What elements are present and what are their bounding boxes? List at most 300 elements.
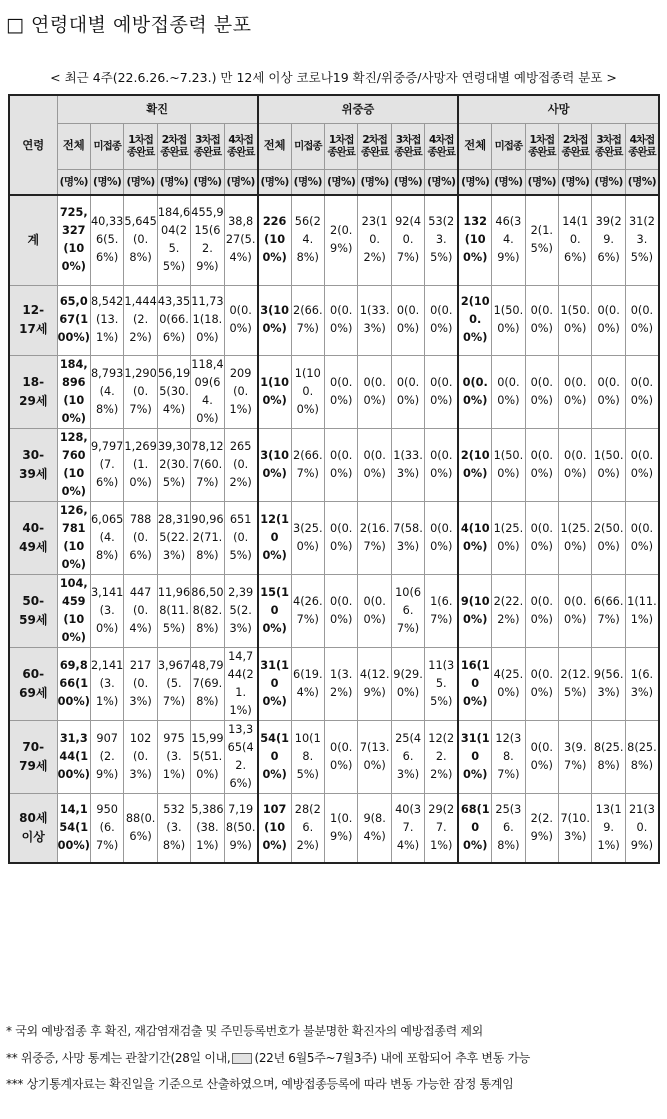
data-cell bbox=[425, 593, 457, 629]
percent-value: (58.3%) bbox=[396, 521, 423, 553]
count-value: 9 bbox=[393, 667, 401, 681]
data-cell bbox=[225, 584, 257, 638]
count-value: 13 bbox=[595, 802, 611, 816]
shaded-box-legend bbox=[232, 1053, 252, 1064]
count-value: 0 bbox=[530, 375, 538, 389]
data-cell bbox=[626, 739, 658, 775]
count-value: 29 bbox=[428, 802, 443, 816]
percent-value: (22.3%) bbox=[162, 530, 189, 562]
data-cell bbox=[292, 520, 324, 556]
count-value: 54 bbox=[260, 731, 276, 745]
count-value: 14,744 bbox=[227, 649, 254, 681]
total-cell bbox=[58, 293, 90, 347]
data-cell bbox=[592, 593, 624, 629]
percent-value: (0.9%) bbox=[330, 224, 353, 256]
column-header-2-5: 4차접종완료 bbox=[628, 134, 656, 158]
data-cell bbox=[91, 511, 123, 565]
data-cell bbox=[124, 584, 156, 638]
data-cell bbox=[526, 593, 558, 629]
percent-value: (0.0%) bbox=[630, 521, 654, 553]
percent-value: (0.0%) bbox=[497, 375, 520, 407]
data-cell bbox=[191, 438, 223, 492]
data-cell bbox=[559, 447, 591, 483]
count-value: 25 bbox=[495, 802, 510, 816]
data-cell bbox=[292, 730, 324, 784]
percent-value: (35.5%) bbox=[430, 658, 455, 708]
count-value: 1 bbox=[294, 366, 302, 380]
data-cell bbox=[492, 730, 524, 784]
data-cell bbox=[626, 213, 658, 267]
data-cell bbox=[358, 520, 390, 556]
data-cell bbox=[358, 739, 390, 775]
count-value: 1 bbox=[493, 304, 501, 317]
data-cell bbox=[526, 666, 558, 702]
data-cell bbox=[325, 810, 357, 846]
percent-value: (12.5%) bbox=[564, 667, 590, 699]
data-cell bbox=[225, 365, 257, 419]
data-cell bbox=[392, 302, 424, 338]
total-cell bbox=[259, 511, 291, 565]
data-cell bbox=[559, 810, 591, 846]
count-value: 455,915 bbox=[191, 206, 224, 238]
unit-label: (명%) bbox=[224, 169, 258, 195]
total-cell bbox=[259, 657, 291, 711]
count-value: 4 bbox=[493, 667, 501, 681]
data-cell bbox=[191, 657, 223, 711]
count-value: 2 bbox=[330, 224, 338, 238]
table-row bbox=[9, 720, 659, 793]
count-value: 0 bbox=[330, 375, 338, 389]
data-cell bbox=[91, 293, 123, 347]
percent-value: (0.4%) bbox=[129, 603, 152, 635]
data-cell bbox=[392, 447, 424, 483]
count-value: 209 bbox=[229, 366, 252, 380]
total-cell bbox=[58, 429, 90, 501]
data-cell bbox=[325, 593, 357, 629]
percent-value: (10.2%) bbox=[363, 215, 388, 265]
count-value: 2,141 bbox=[91, 658, 124, 672]
age-group-label: 60-69세 bbox=[19, 666, 48, 700]
data-cell bbox=[124, 730, 156, 784]
age-group-label: 18-29세 bbox=[19, 374, 48, 408]
count-value: 2 bbox=[359, 521, 368, 535]
data-cell bbox=[559, 520, 591, 556]
column-header-1-5: 4차접종완료 bbox=[427, 134, 455, 158]
count-value: 7 bbox=[560, 811, 568, 825]
percent-value: (0.0%) bbox=[396, 375, 420, 407]
total-cell bbox=[459, 657, 491, 711]
data-cell bbox=[492, 447, 524, 483]
count-value: 1 bbox=[330, 667, 338, 681]
count-value: 7,198 bbox=[225, 802, 254, 834]
table-caption: < 최근 4주(22.6.26.~7.23.) 만 12세 이상 코로나19 확진/위중증/사망자 연령대별 예방접종력 분포 > bbox=[50, 70, 617, 85]
count-value: 0 bbox=[363, 448, 371, 462]
data-cell bbox=[225, 213, 257, 267]
data-cell bbox=[425, 657, 457, 711]
note-2 bbox=[6, 1049, 530, 1066]
count-value: 788 bbox=[129, 512, 152, 526]
percent-value: (0.0%) bbox=[330, 448, 353, 480]
count-value: 532 bbox=[163, 802, 185, 816]
unit-label: (명%) bbox=[492, 169, 525, 195]
percent-value: (100%) bbox=[57, 749, 90, 781]
data-cell bbox=[292, 213, 324, 267]
percent-value: (0.0%) bbox=[564, 594, 587, 626]
count-value: 11 bbox=[428, 658, 443, 672]
percent-value: (0.0%) bbox=[330, 521, 353, 553]
percent-value: (100%) bbox=[262, 658, 289, 708]
data-cell bbox=[626, 520, 658, 556]
percent-value: (100%) bbox=[463, 731, 490, 781]
count-value: 2,395 bbox=[228, 585, 254, 617]
data-cell bbox=[559, 593, 591, 629]
count-value: 12 bbox=[495, 731, 510, 745]
data-cell bbox=[392, 213, 424, 267]
percent-value: (4.8%) bbox=[96, 530, 119, 562]
count-value: 40 bbox=[395, 802, 410, 816]
percent-value: (3.0%) bbox=[96, 603, 119, 635]
percent-value: (100.0%) bbox=[296, 366, 321, 416]
data-cell bbox=[191, 801, 223, 855]
count-value: 14,154 bbox=[59, 802, 88, 834]
count-value: 950 bbox=[96, 802, 118, 816]
data-cell bbox=[292, 365, 324, 419]
data-cell bbox=[225, 648, 257, 720]
count-value: 1 bbox=[560, 521, 568, 535]
data-cell bbox=[325, 520, 357, 556]
count-value: 3 bbox=[260, 304, 269, 317]
unit-label: (명%) bbox=[625, 169, 659, 195]
percent-value: (50.0%) bbox=[597, 521, 624, 553]
percent-value: (5.4%) bbox=[229, 233, 256, 265]
percent-value: (3.2%) bbox=[330, 667, 353, 699]
data-cell bbox=[559, 374, 591, 410]
count-value: 28,315 bbox=[157, 512, 191, 544]
data-cell bbox=[191, 356, 223, 428]
percent-value: (0.0%) bbox=[330, 740, 353, 772]
percent-value: (0.0%) bbox=[530, 448, 553, 480]
column-header-0-0: 전체 bbox=[62, 139, 85, 152]
total-cell bbox=[259, 447, 291, 483]
unit-label: (명%) bbox=[391, 169, 424, 195]
count-value: 0 bbox=[630, 448, 638, 462]
data-cell bbox=[392, 584, 424, 638]
column-header-2-2: 1차접종완료 bbox=[528, 134, 556, 158]
data-cell bbox=[559, 302, 591, 338]
data-cell bbox=[626, 302, 658, 338]
percent-value: (30.9%) bbox=[630, 802, 655, 852]
data-cell bbox=[158, 204, 190, 276]
data-cell bbox=[225, 801, 257, 855]
count-value: 43,350 bbox=[157, 295, 191, 326]
data-cell bbox=[559, 739, 591, 775]
percent-value: (6.7%) bbox=[96, 820, 119, 852]
count-value: 3 bbox=[564, 740, 572, 754]
percent-value: (0.0%) bbox=[630, 375, 654, 407]
count-value: 21 bbox=[628, 802, 644, 816]
percent-value: (22.2%) bbox=[430, 731, 455, 781]
count-value: 2 bbox=[560, 667, 568, 681]
count-value: 4 bbox=[293, 594, 301, 608]
percent-value: (100%) bbox=[262, 512, 289, 562]
count-value: 10 bbox=[294, 731, 310, 745]
data-cell bbox=[358, 810, 390, 846]
age-group-label: 40-49세 bbox=[19, 520, 48, 554]
percent-value: (66.7%) bbox=[396, 585, 422, 635]
percent-value: (100%) bbox=[262, 233, 287, 265]
count-value: 15,995 bbox=[191, 731, 224, 763]
percent-value: (100%) bbox=[61, 612, 86, 644]
percent-value: (10.6%) bbox=[564, 215, 589, 265]
count-value: 78,127 bbox=[191, 439, 224, 471]
percent-value: (2.9%) bbox=[96, 749, 119, 781]
age-group-label: 80세이상 bbox=[19, 810, 48, 844]
total-cell bbox=[58, 730, 90, 784]
percent-value: (0.6%) bbox=[129, 530, 152, 562]
data-cell bbox=[358, 374, 390, 410]
percent-value: (11.1%) bbox=[630, 594, 657, 626]
percent-value: (13.0%) bbox=[363, 740, 390, 772]
data-cell bbox=[592, 374, 624, 410]
unit-label: (명%) bbox=[57, 169, 90, 195]
data-cell bbox=[526, 374, 558, 410]
count-value: 725,327 bbox=[59, 206, 88, 238]
data-cell bbox=[158, 511, 190, 565]
count-value: 184,896 bbox=[59, 357, 88, 389]
count-value: 2 bbox=[530, 811, 538, 825]
count-value: 46 bbox=[495, 215, 510, 229]
data-cell bbox=[158, 730, 190, 784]
unit-label: (명%) bbox=[191, 169, 224, 195]
percent-value: (42.6%) bbox=[229, 740, 254, 790]
count-value: 39 bbox=[595, 215, 611, 229]
count-value: 11,731 bbox=[191, 295, 224, 326]
column-header-0-5: 4차접종완료 bbox=[226, 134, 255, 158]
percent-value: (100%) bbox=[463, 802, 490, 852]
count-value: 0 bbox=[630, 375, 638, 389]
data-cell bbox=[292, 801, 324, 855]
count-value: 3,967 bbox=[157, 658, 191, 672]
data-cell bbox=[225, 721, 257, 793]
age-group-label: 계 bbox=[27, 232, 40, 247]
percent-value: (100%) bbox=[463, 233, 488, 265]
count-value: 3,141 bbox=[91, 585, 124, 599]
count-value: 0 bbox=[597, 375, 605, 389]
data-cell bbox=[358, 447, 390, 483]
percent-value: (0.0%) bbox=[330, 594, 353, 626]
unit-label: (명%) bbox=[592, 169, 625, 195]
data-cell bbox=[392, 374, 424, 410]
data-cell bbox=[292, 666, 324, 702]
percent-value: (100%) bbox=[463, 521, 490, 553]
count-value: 184,604 bbox=[157, 206, 191, 238]
data-cell bbox=[124, 511, 156, 565]
count-value: 9,797 bbox=[91, 439, 124, 453]
count-value: 92 bbox=[395, 215, 410, 229]
percent-value: (0.0%) bbox=[630, 448, 654, 480]
percent-value: (0.0%) bbox=[530, 304, 553, 335]
count-value: 1,290 bbox=[124, 366, 157, 380]
percent-value: (25.8%) bbox=[597, 740, 624, 772]
percent-value: (0.0%) bbox=[530, 667, 553, 699]
total-cell bbox=[459, 801, 491, 855]
unit-label: (명%) bbox=[325, 169, 358, 195]
count-value: 14 bbox=[562, 215, 577, 229]
percent-value: (25.8%) bbox=[630, 740, 657, 772]
data-cell bbox=[191, 730, 223, 784]
percent-value: (66.6%) bbox=[162, 313, 189, 344]
count-value: 226 bbox=[262, 215, 287, 229]
data-cell bbox=[91, 730, 123, 784]
count-value: 39,302 bbox=[157, 439, 191, 471]
percent-value: (100%) bbox=[262, 820, 287, 852]
count-value: 0 bbox=[597, 304, 605, 317]
count-value: 7 bbox=[393, 521, 401, 535]
table-row bbox=[9, 428, 659, 501]
data-cell bbox=[91, 584, 123, 638]
data-cell bbox=[325, 739, 357, 775]
count-value: 0 bbox=[229, 304, 237, 317]
data-cell bbox=[592, 739, 624, 775]
percent-value: (0.0%) bbox=[463, 375, 488, 407]
column-header-1-3: 2차접종완료 bbox=[360, 134, 389, 158]
percent-value: (23.5%) bbox=[630, 215, 655, 265]
count-value: 0 bbox=[396, 304, 405, 317]
count-value: 1 bbox=[330, 811, 338, 825]
data-cell bbox=[492, 520, 524, 556]
count-value: 7 bbox=[359, 740, 368, 754]
count-value: 0 bbox=[430, 304, 438, 317]
percent-value: (50.0%) bbox=[497, 304, 524, 335]
percent-value: (33.3%) bbox=[363, 304, 390, 335]
count-value: 0 bbox=[363, 594, 371, 608]
percent-value: (4.8%) bbox=[96, 384, 119, 416]
table-row bbox=[9, 793, 659, 863]
count-value: 1 bbox=[260, 375, 269, 389]
count-value: 0 bbox=[462, 375, 471, 389]
data-cell bbox=[392, 801, 424, 855]
percent-value: (66.7%) bbox=[296, 448, 323, 480]
data-cell bbox=[358, 666, 390, 702]
note-2-part-b: (22년 6월5주~7월3주) 내에 포함되어 추후 변동 가능 bbox=[254, 1051, 531, 1065]
unit-label: (명%) bbox=[458, 169, 491, 195]
percent-value: (26.7%) bbox=[296, 594, 323, 626]
count-value: 6 bbox=[293, 667, 301, 681]
data-cell bbox=[158, 657, 190, 711]
count-value: 0 bbox=[564, 594, 572, 608]
count-value: 48,797 bbox=[191, 658, 224, 690]
count-value: 1 bbox=[493, 521, 501, 535]
data-cell bbox=[158, 584, 190, 638]
data-cell bbox=[592, 801, 624, 855]
percent-value: (40.7%) bbox=[396, 215, 422, 265]
count-value: 13,365 bbox=[227, 722, 254, 754]
percent-value: (71.8%) bbox=[196, 530, 223, 562]
data-cell bbox=[392, 520, 424, 556]
data-cell bbox=[91, 365, 123, 419]
data-cell bbox=[158, 293, 190, 347]
age-group-label: 50-59세 bbox=[19, 593, 48, 627]
percent-value: (0.0%) bbox=[430, 448, 453, 480]
percent-value: (34.9%) bbox=[497, 215, 522, 265]
percent-value: (69.8%) bbox=[196, 676, 223, 708]
count-value: 31,344 bbox=[59, 731, 88, 763]
count-value: 0 bbox=[330, 448, 338, 462]
column-header-2-1: 미접종 bbox=[494, 140, 523, 152]
percent-value: (25.0%) bbox=[296, 521, 323, 553]
age-group-label: 30-39세 bbox=[19, 447, 48, 481]
data-cell bbox=[425, 374, 457, 410]
count-value: 1 bbox=[393, 448, 401, 462]
percent-value: (38.1%) bbox=[196, 820, 219, 852]
data-cell bbox=[392, 730, 424, 784]
percent-value: (100%) bbox=[463, 448, 490, 480]
percent-value: (6.7%) bbox=[430, 594, 453, 626]
percent-value: (0.0%) bbox=[597, 304, 620, 335]
column-header-2-4: 3차접종완료 bbox=[594, 134, 623, 158]
table-row bbox=[9, 285, 659, 355]
count-value: 118,409 bbox=[191, 357, 224, 389]
data-cell bbox=[425, 213, 457, 267]
unit-label: (명%) bbox=[291, 169, 324, 195]
count-value: 2 bbox=[530, 224, 538, 238]
table-row bbox=[9, 647, 659, 720]
count-value: 217 bbox=[129, 658, 152, 672]
unit-label: (명%) bbox=[525, 169, 558, 195]
percent-value: (24.8%) bbox=[296, 215, 321, 265]
count-value: 0 bbox=[430, 375, 438, 389]
count-value: 651 bbox=[229, 512, 252, 526]
count-value: 0 bbox=[530, 740, 538, 754]
percent-value: (1.0%) bbox=[129, 457, 152, 489]
column-header-0-1: 미접종 bbox=[93, 140, 121, 152]
data-cell bbox=[158, 365, 190, 419]
total-cell bbox=[459, 520, 491, 556]
count-value: 128,760 bbox=[59, 430, 88, 462]
count-value: 5,386 bbox=[191, 802, 224, 816]
count-value: 23 bbox=[361, 215, 377, 229]
count-value: 12 bbox=[260, 512, 276, 526]
data-cell bbox=[592, 302, 624, 338]
data-cell bbox=[124, 293, 156, 347]
percent-value: (100%) bbox=[262, 585, 289, 635]
unit-label: (명%) bbox=[124, 169, 157, 195]
count-value: 65,067 bbox=[59, 295, 88, 326]
unit-label: (명%) bbox=[425, 169, 458, 195]
total-cell bbox=[259, 302, 291, 338]
percent-value: (0.0%) bbox=[430, 375, 453, 407]
percent-value: (25.0%) bbox=[497, 667, 524, 699]
data-cell bbox=[559, 213, 591, 267]
percent-value: (37.4%) bbox=[396, 802, 422, 852]
percent-value: (0.0%) bbox=[597, 375, 620, 407]
data-cell bbox=[592, 213, 624, 267]
data-cell bbox=[358, 302, 390, 338]
data-cell bbox=[91, 801, 123, 855]
percent-value: (100%) bbox=[61, 393, 86, 425]
percent-value: (100%) bbox=[262, 375, 289, 407]
data-cell bbox=[425, 447, 457, 483]
percent-value: (0.7%) bbox=[129, 384, 152, 416]
age-group-label: 70-79세 bbox=[19, 739, 48, 773]
data-cell bbox=[225, 302, 257, 338]
percent-value: (50.0%) bbox=[597, 448, 624, 480]
percent-value: (29.0%) bbox=[396, 667, 423, 699]
data-cell bbox=[325, 666, 357, 702]
count-value: 56 bbox=[294, 215, 310, 229]
data-cell bbox=[292, 302, 324, 338]
count-value: 88 bbox=[125, 811, 141, 825]
